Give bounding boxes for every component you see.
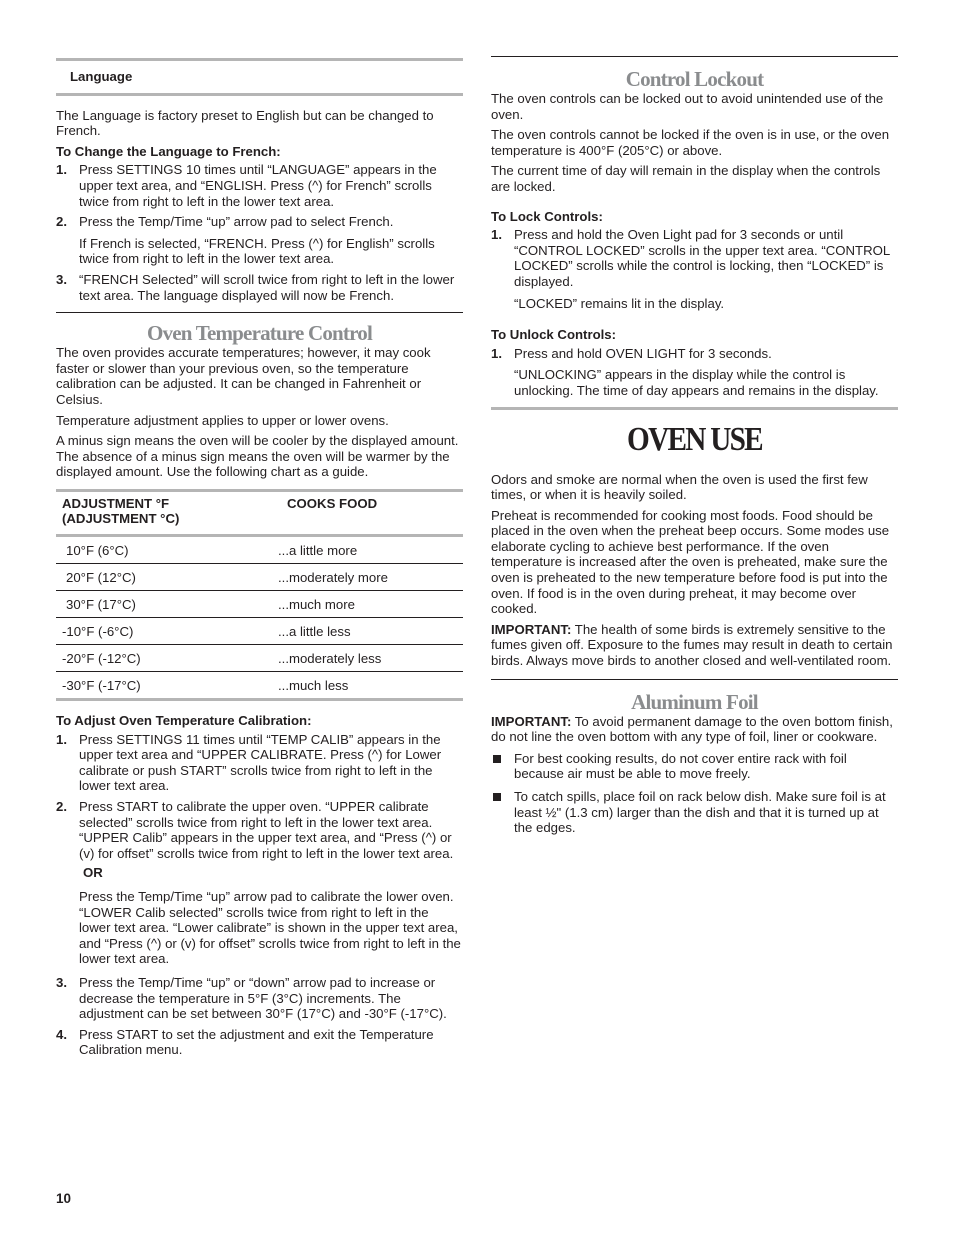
lock-controls-heading: To Lock Controls: [491, 208, 603, 224]
list-item [56, 799, 463, 967]
page-number: 10 [56, 1191, 72, 1206]
step-text: Press START to calibrate the upper oven. “UPPER calibrate selected” scrolls twice from right to left in the lower text area. “UPPER Calib” appears in the upper text area, and “Press (^) or (v) for offset” scrolls twice from right to left in the lower text area. [79, 799, 454, 861]
list-item [491, 227, 898, 311]
step-subtext: “LOCKED” remains lit in the display. [514, 295, 725, 311]
step-text: Press the Temp/Time “up” or “down” arrow pad to increase or decrease the temperature in 5°F (3°C) increments. The adjustment can be set between 30°F (17°C) and -30°F (-17°C). [79, 974, 447, 1022]
oven-temp-para-3: A minus sign means the oven will be cooler by the displayed amount. The absence of a minus sign means the oven will be warmer by the displayed amount. Use the following chart as a guide. [56, 433, 459, 480]
aluminum-foil-title: Aluminum Foil [631, 689, 758, 714]
step-number: 3. [56, 974, 67, 990]
right-column [491, 56, 898, 843]
step-number: 4. [56, 1026, 67, 1042]
step-text: Press the Temp/Time “up” arrow pad to select French. [79, 214, 394, 230]
list-item [56, 272, 463, 303]
oven-temp-para-1: The oven provides accurate temperatures; however, it may cook faster or slower than your previous oven, so the temperature calibration can be adjusted. It can be changed in Fahrenheit or Celsius. [56, 345, 431, 407]
or-label: OR [83, 865, 103, 881]
oven-temp-title: Oven Temperature Control [146, 321, 373, 346]
lock-steps [491, 227, 898, 311]
foil-important [491, 714, 898, 745]
language-intro: The Language is factory preset to English but can be changed to French. [56, 107, 434, 139]
list-item [491, 751, 898, 782]
table-row [56, 645, 463, 672]
lockout-para-2: The oven controls cannot be locked if the oven is in use, or the oven temperature is 400°F (205°C) or above. [491, 127, 890, 158]
section-divider [491, 679, 898, 680]
table-cell: ...much less [275, 672, 463, 700]
language-steps [56, 162, 463, 303]
unlock-controls-heading: To Unlock Controls: [491, 327, 617, 343]
step-number: 1. [56, 162, 67, 178]
important-text: To avoid permanent damage to the oven bottom finish, do not line the oven bottom with any type of foil, liner or cookware. [491, 713, 893, 745]
table-row [56, 564, 463, 591]
unlock-steps [491, 346, 898, 399]
oven-use-para-1: Odors and smoke are normal when the oven is used the first few times, or when it is heavily soiled. [491, 471, 868, 503]
section-divider [56, 312, 463, 313]
table-cell: 20°F (12°C) [56, 564, 275, 591]
table-cell: ...moderately less [275, 645, 463, 672]
table-cell: ...much more [275, 591, 463, 618]
left-column [56, 58, 463, 1063]
language-steps-heading: To Change the Language to French: [56, 143, 281, 159]
table-row [56, 536, 463, 564]
header-line: (ADJUSTMENT °C) [62, 511, 180, 527]
section-rule [491, 407, 898, 410]
step-subtext: Press the Temp/Time “up” arrow pad to calibrate the lower oven. “LOWER Calib selected” scrolls twice from right to left in the lower text area. “Lower calibrate” is shown in the upper text area, and “Press (^) or (v) for offset” scrolls twice from right to left in the lower text area. [79, 889, 461, 967]
table-cell: 30°F (17°C) [56, 591, 275, 618]
step-text: Press and hold OVEN LIGHT for 3 seconds. [514, 345, 772, 361]
lockout-para-1: The oven controls can be locked out to avoid unintended use of the oven. [491, 91, 884, 122]
step-subtext: If French is selected, “FRENCH. Press (^) for English” scrolls twice from right to left in the lower text area. [79, 235, 435, 267]
step-number: 2. [56, 214, 67, 230]
list-item [56, 1027, 463, 1058]
important-label: IMPORTANT: [491, 713, 572, 729]
important-text: The health of some birds is extremely sensitive to the fumes given off. Exposure to the fumes may result in death to certain birds. Always move birds to another closed and well-ventilated room. [491, 621, 893, 669]
table-header-cooks-food: COOKS FOOD [287, 495, 378, 511]
table-cell: -10°F (-6°C) [56, 618, 275, 645]
table-cell: ...a little more [275, 536, 463, 564]
list-item [56, 732, 463, 794]
step-text: Press SETTINGS 10 times until “LANGUAGE” appears in the upper text area, and “ENGLISH. Press (^) for French” scrolls twice from right to left in the lower text area. [79, 162, 437, 209]
step-text: “FRENCH Selected” will scroll twice from right to left in the lower text area. The language displayed will now be French. [79, 271, 455, 303]
table-cell: -20°F (-12°C) [56, 645, 275, 672]
step-number: 2. [56, 799, 67, 815]
header-line: ADJUSTMENT °F [62, 495, 170, 511]
step-number: 1. [491, 227, 502, 243]
control-lockout-title: Control Lockout [625, 67, 764, 91]
important-label: IMPORTANT: [491, 621, 572, 637]
table-header-adjustment [56, 492, 275, 536]
bullet-text: To catch spills, place foil on rack below dish. Make sure foil is at least ½" (1.3 cm) larger than the dish and that it is turned up at the edges. [514, 789, 886, 836]
table-row [56, 618, 463, 645]
calibration-steps-heading: To Adjust Oven Temperature Calibration: [56, 713, 312, 729]
step-subtext: “UNLOCKING” appears in the display while the control is unlocking. The time of day appears and remains in the display. [514, 367, 879, 398]
section-divider [491, 56, 898, 57]
step-number: 1. [56, 731, 67, 747]
table-header-row [56, 492, 463, 536]
oven-use-important [491, 622, 898, 669]
step-number: 3. [56, 271, 67, 287]
list-item [491, 346, 898, 399]
table-row [56, 672, 463, 700]
oven-use-para-2: Preheat is recommended for cooking most foods. Food should be placed in the oven when the preheat beep occurs. Some modes use elaborate cycling to achieve best performance. If the oven temperature is increased after the oven is preheated, make sure the oven is preheated to the new temperature before food is put into the oven. If food is in the oven during preheat, it may become over cooked. [491, 507, 890, 617]
list-item [491, 789, 898, 836]
bullet-text: For best cooking results, do not cover entire rack with foil because air must be able to move freely. [514, 750, 847, 782]
list-item [56, 214, 463, 267]
list-item [56, 162, 463, 209]
step-text: Press START to set the adjustment and exit the Temperature Calibration menu. [79, 1026, 434, 1058]
calibration-steps [56, 732, 463, 1058]
language-heading: Language [56, 61, 463, 96]
step-text: Press SETTINGS 11 times until “TEMP CALIB” appears in the upper text area and “UPPER CALIBRATE. Press (^) for Lower calibrate or push START” scrolls twice from right to left in the lower text area. [79, 731, 442, 794]
table-row [56, 591, 463, 618]
adjustment-table [56, 492, 463, 701]
oven-temp-para-2: Temperature adjustment applies to upper or lower ovens. [56, 412, 389, 428]
table-cell: -30°F (-17°C) [56, 672, 275, 700]
table-cell: ...moderately more [275, 564, 463, 591]
oven-use-title: OVEN USE [627, 420, 762, 458]
square-bullet-icon [493, 793, 501, 801]
lockout-para-3: The current time of day will remain in the display when the controls are locked. [491, 163, 881, 194]
list-item [56, 975, 463, 1022]
foil-bullets [491, 751, 898, 836]
table-cell: 10°F (6°C) [56, 536, 275, 564]
step-text: Press and hold the Oven Light pad for 3 seconds or until “CONTROL LOCKED” scrolls in the upper text area. “CONTROL LOCKED” scrolls while the control is locking, then “LOCKED” is displayed. [514, 227, 890, 289]
table-cell: ...a little less [275, 618, 463, 645]
square-bullet-icon [493, 755, 501, 763]
step-number: 1. [491, 345, 502, 361]
